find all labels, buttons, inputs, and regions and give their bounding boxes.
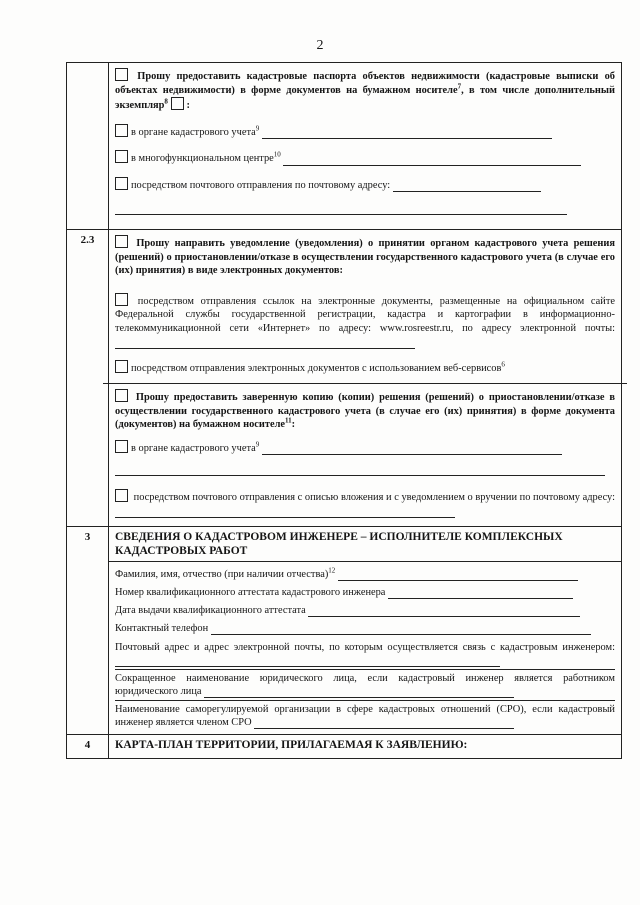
section-number-cell [67, 230, 109, 527]
footnote-ref: 10 [273, 150, 281, 159]
section-2-3-content [109, 230, 622, 527]
notification-head: Прошу направить уведомление (уведомления) о принятии органом кадастрового учета решения (решений) о приостановлении/отказе в осуществлении государственного кадастрового учета (в случае его (их) принятия) в виде электронных документов: [115, 238, 615, 276]
paper-post-field[interactable] [115, 506, 455, 518]
section-number-cell [67, 735, 109, 759]
option-post [109, 174, 621, 195]
paper-request-text-a: Прошу предоставить кадастровые паспорта объектов недвижимости (кадастровые выписки об объектах недвижимости) в форме документов на бумажном носителе [115, 71, 615, 96]
footnote-ref: 6 [501, 360, 505, 369]
section-2-2-content [109, 63, 622, 230]
field-label: Дата выдачи квалификационного аттестата [115, 605, 306, 616]
footnote-ref: 7 [457, 82, 462, 91]
checkbox-paper-post[interactable] [115, 489, 128, 502]
field-label: Почтовый адрес и адрес электронной почты, по которым осуществляется связь с кадастровым инженером: [115, 642, 615, 653]
paper-request-text-c: : [186, 100, 190, 111]
section-number: 4 [84, 739, 91, 751]
section-2-3-row [67, 230, 622, 527]
option-paper-cadastral-office [109, 437, 621, 458]
field-label: Контактный телефон [115, 623, 209, 634]
option-label: посредством почтового отправления с описью вложения и с уведомлением о вручении по почтовому адресу: [133, 492, 615, 503]
option-label: в органе кадастрового учета [131, 442, 256, 454]
paper-passport-request [109, 63, 621, 115]
section-number-cell [67, 527, 109, 735]
checkbox-paper-copy[interactable] [115, 389, 128, 402]
field-organization [109, 670, 621, 698]
section-2-2-row [67, 63, 622, 230]
paper-copy-head: Прошу предоставить заверенную копию (копии) решения (решений) о приостановлении/отказе в осуществлении государственного кадастрового учета (в случае его (их) принятия) в форме документа (документов) на бумажном носителе [115, 392, 615, 430]
field-certificate [109, 581, 621, 599]
footnote-ref: 9 [255, 124, 260, 133]
field-address [109, 635, 621, 667]
checkbox-post[interactable] [115, 177, 128, 190]
option-web-services [109, 357, 621, 378]
footnote-ref: 9 [255, 440, 260, 449]
checkbox-web-services[interactable] [115, 360, 128, 373]
email-field[interactable] [115, 337, 415, 349]
field-label: Фамилия, имя, отчество (при наличии отчества) [115, 569, 329, 580]
option-label: посредством отправления электронных документов с использованием веб-сервисов [131, 362, 502, 374]
footnote-ref: 8 [164, 97, 168, 106]
option-label: посредством почтового отправления по почтовому адресу: [131, 179, 391, 191]
paper-office-field-line2[interactable] [115, 463, 605, 476]
option-cadastral-office [109, 121, 621, 142]
option-mfc [109, 147, 621, 168]
option-paper-post [109, 486, 621, 520]
section-number: 3 [84, 531, 91, 543]
checkbox-paper-passports[interactable] [115, 68, 128, 81]
paper-office-field[interactable] [262, 443, 562, 455]
option-label: посредством отправления ссылок на электронные документы, размещенные на официальном сайте Федеральной службы государственной регистрации, кадастра и картографии в информационно-телекоммуникационной сети «Интернет» по адресу: www.rosreestr.ru, по адресу электронной почты: [115, 295, 615, 334]
section-4-content [109, 735, 622, 759]
option-label: в многофункциональном центре [131, 153, 274, 164]
mfc-field[interactable] [283, 154, 581, 166]
field-full-name [109, 562, 621, 581]
paper-copy-head-b: : [291, 419, 296, 430]
option-label: в органе кадастрового учета [131, 126, 256, 138]
section-number: 2.3 [80, 234, 95, 246]
certificate-input[interactable] [388, 587, 573, 599]
field-label: Сокращенное наименование юридического лица, если кадастровый инженер является работником юридического лица [115, 673, 615, 697]
full-name-input[interactable] [338, 569, 578, 581]
section-4-title: КАРТА-ПЛАН ТЕРРИТОРИИ, ПРИЛАГАЕМАЯ К ЗАЯВЛЕНИЮ: [115, 739, 468, 751]
checkbox-email-links[interactable] [115, 293, 128, 306]
field-label: Номер квалификационного аттестата кадастрового инженера [115, 587, 386, 598]
footnote-ref: 11 [285, 416, 292, 425]
paper-copy-request [109, 384, 621, 434]
section-number-cell [67, 63, 109, 230]
sro-input[interactable] [254, 717, 514, 729]
phone-input[interactable] [211, 623, 591, 635]
paper-request-text-b: , в том числе дополнительный экземпляр [115, 84, 616, 111]
cert-date-input[interactable] [308, 605, 580, 617]
section-3-row [67, 527, 622, 735]
notification-request [109, 230, 621, 280]
footnote-ref: 12 [328, 566, 336, 575]
organization-input[interactable] [204, 686, 514, 698]
post-address-field-line2[interactable] [115, 202, 567, 215]
application-form-table [66, 62, 622, 759]
field-sro [109, 701, 621, 729]
address-input[interactable] [115, 655, 500, 667]
option-email-links [109, 290, 621, 351]
checkbox-mfc[interactable] [115, 150, 128, 163]
checkbox-paper-cadastral-office[interactable] [115, 440, 128, 453]
field-cert-date [109, 599, 621, 617]
field-label: Наименование саморегулируемой организации в сфере кадастровых отношений (СРО), если кадастровый инженер является членом СРО [115, 704, 615, 728]
checkbox-electronic-notification[interactable] [115, 235, 128, 248]
section-3-content [109, 527, 622, 735]
section-4-row [67, 735, 622, 759]
page-number: 2 [316, 38, 324, 53]
checkbox-extra-copy[interactable] [171, 97, 184, 110]
post-address-field[interactable] [393, 180, 541, 192]
checkbox-cadastral-office[interactable] [115, 124, 128, 137]
section-3-title: СВЕДЕНИЯ О КАДАСТРОВОМ ИНЖЕНЕРЕ – ИСПОЛНИТЕЛЕ КОМПЛЕКСНЫХ КАДАСТРОВЫХ РАБОТ [115, 531, 563, 557]
cadastral-office-field[interactable] [262, 127, 552, 139]
field-phone [109, 617, 621, 635]
